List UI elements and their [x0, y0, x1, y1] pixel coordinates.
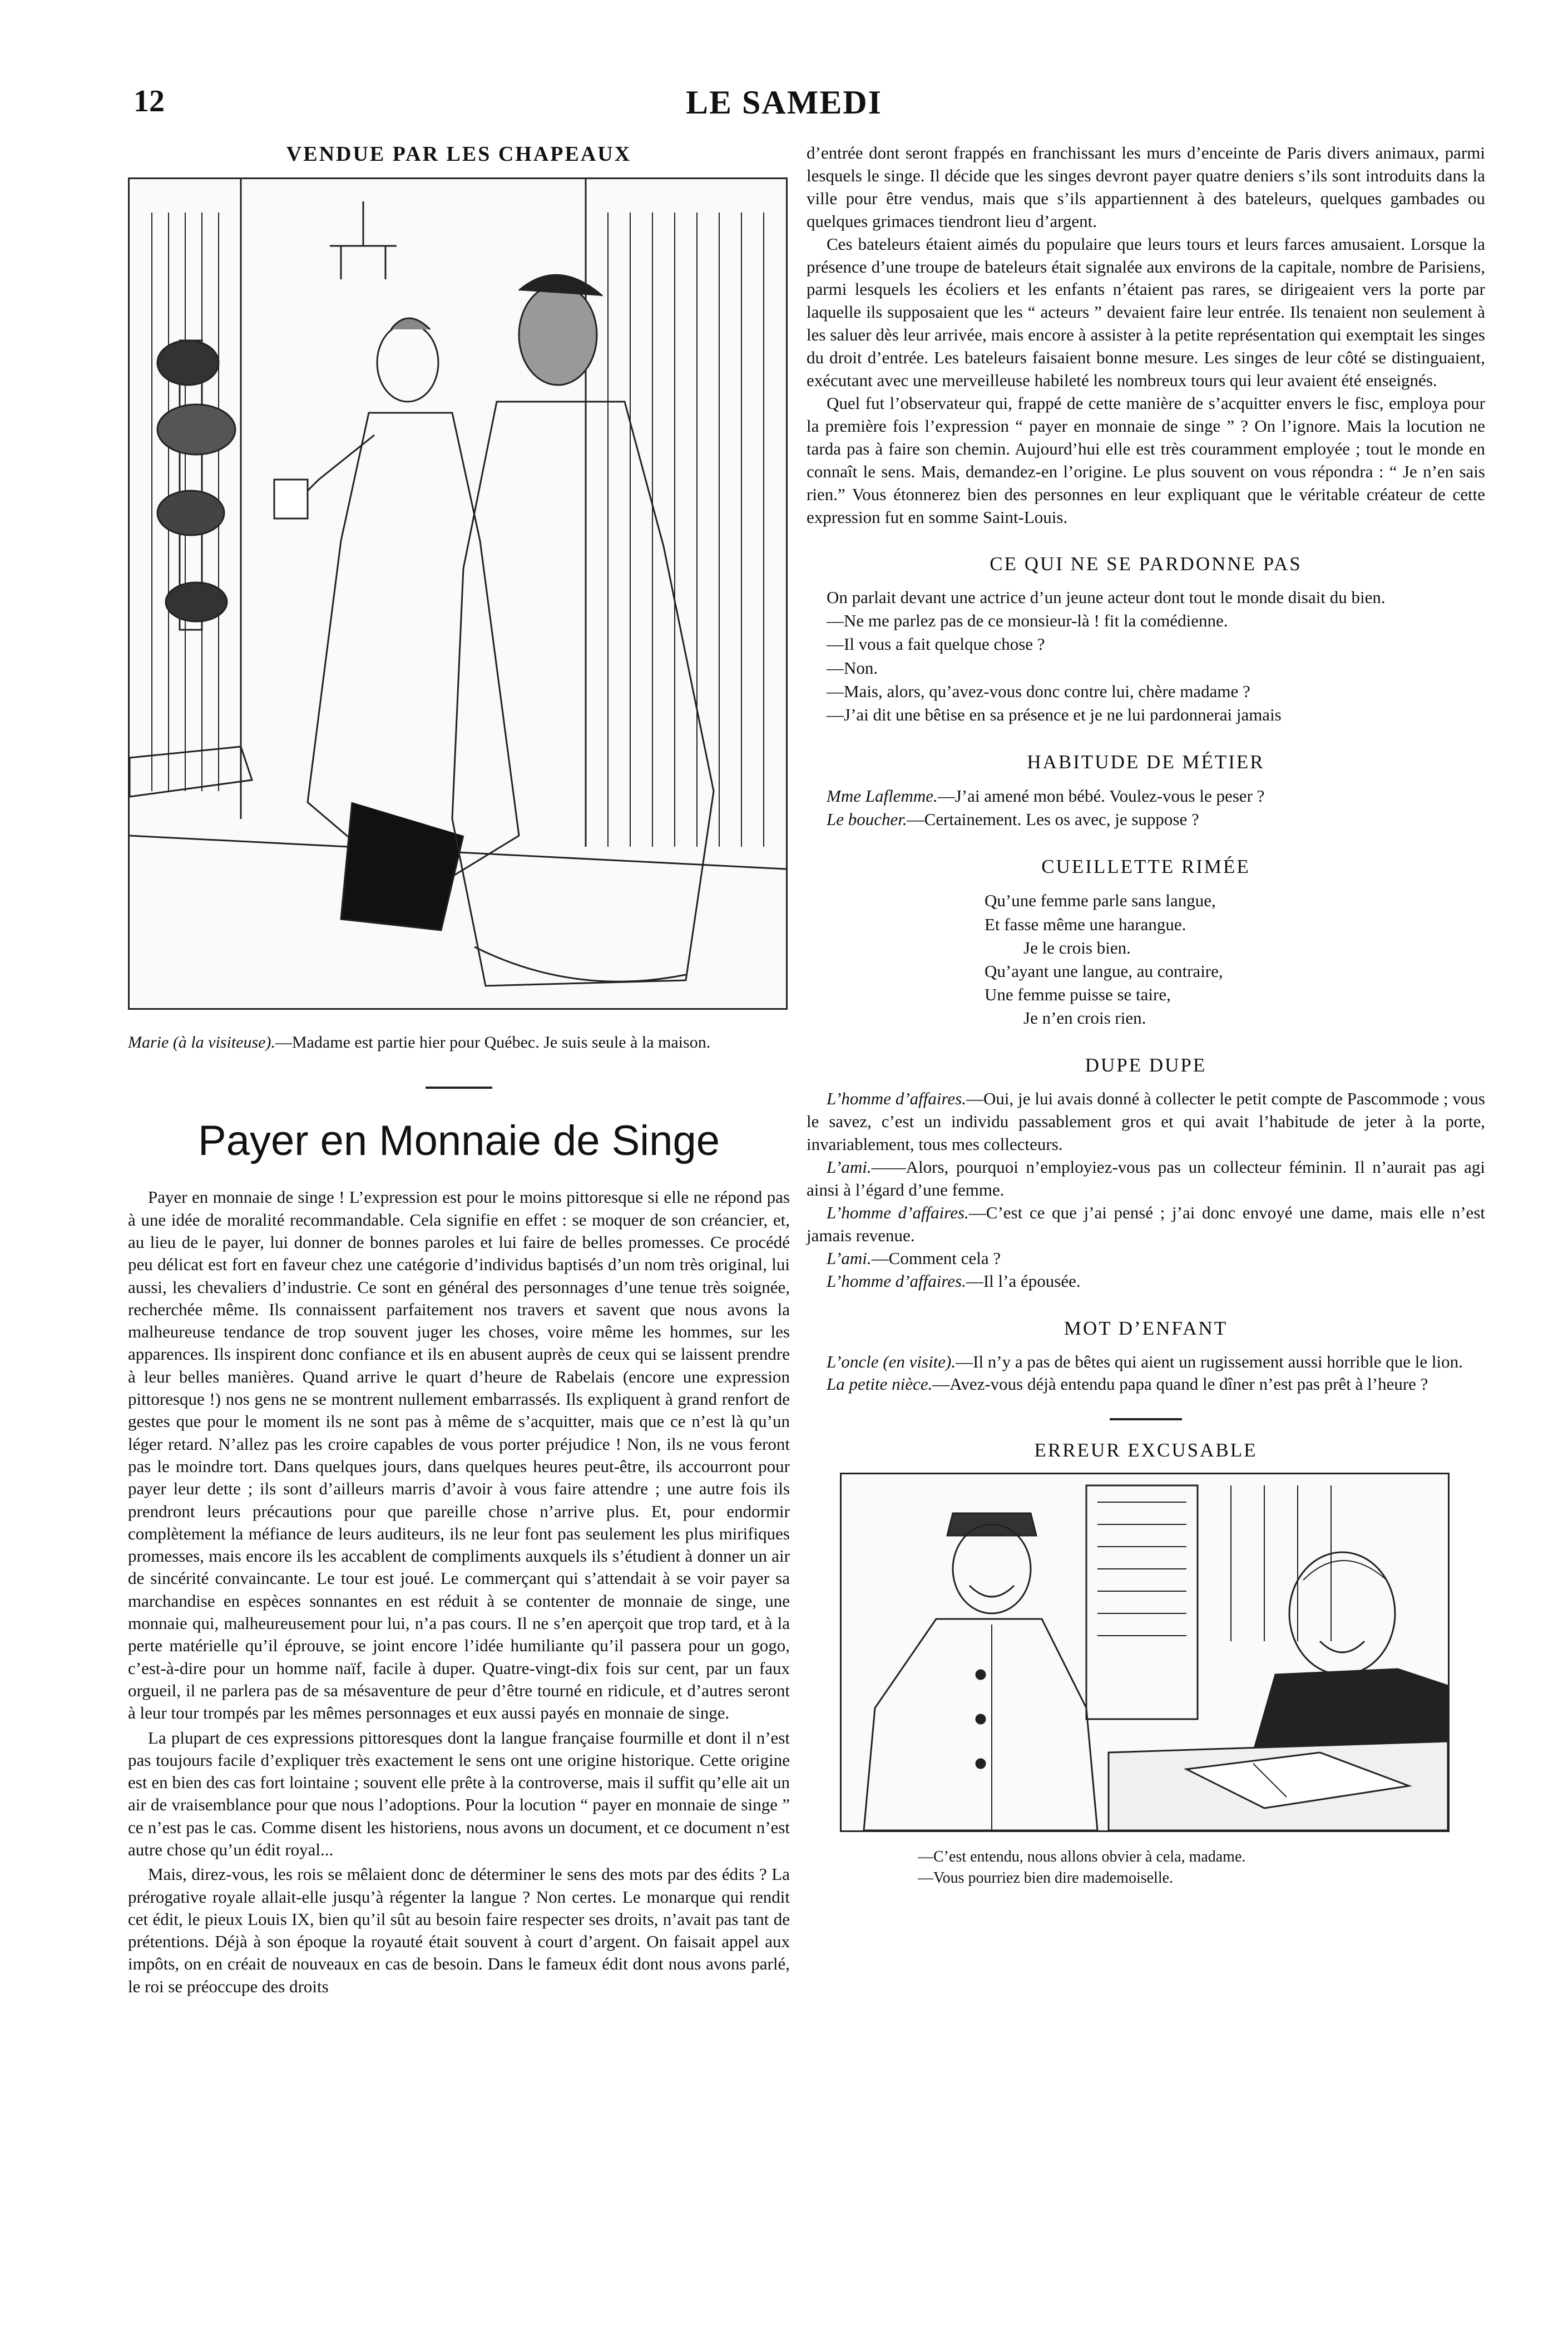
speech: —Comment cela ?	[871, 1248, 1001, 1268]
poem-line: Une femme puisse se taire,	[985, 985, 1171, 1005]
speaker: L’homme d’affaires.	[827, 1202, 969, 1222]
right-column	[807, 142, 1485, 1889]
left-column	[128, 142, 790, 1998]
journal-title: LE SAMEDI	[685, 84, 883, 121]
article-paragraph: La plupart de ces expressions pittoresques dont la langue française fourmille et dont il n’est pas toujours facile d’expliquer très exactement le sens ont une origine historique. Cette origine est en bien des cas fort lointaine ; souvent elle prête à la controverse, mais il suffit qu’elle ait un air de vraisemblance pour que nous l’adoptions. Pour la locution “ payer en monnaie de singe ” ce n’est pas le cas. Comme disent les historiens, nous avons un document, et ce document n’est autre chose qu’un édit royal...	[128, 1727, 790, 1859]
speech: —Il n’y a pas de bêtes qui aient un rugissement aussi horrible que le lion.	[956, 1351, 1463, 1371]
illustration-two-women	[128, 177, 788, 1010]
dialogue-line	[807, 1156, 1485, 1202]
speech: —C’est ce que j’ai pensé ; j’ai donc envoyé une dame, mais elle n’est jamais revenue.	[807, 1202, 1485, 1245]
illustration-office-scene	[840, 1473, 1450, 1832]
illustration-caption	[128, 1032, 790, 1053]
caption-line: —C’est entendu, nous allons obvier à cela, madame.	[918, 1848, 1246, 1866]
poem-line: Qu’ayant une langue, au contraire,	[985, 961, 1223, 981]
dialogue-line	[807, 808, 1485, 831]
article-paragraph: Mais, direz-vous, les rois se mêlaient donc de déterminer le sens des mots par des édits ? La prérogative royale allait-elle jusqu’à régenter la langue ? Non certes. Le monarque qui rendit cet édit, le pieux Louis IX, bien qu’il sût au besoin faire respecter ses droits, n’avait pas tant de prétentions. Déjà à son époque la royauté était souvent à court d’argent. On faisait appel aux impôts, on en créait de nouveaux en cas de besoin. Dans le fameux édit dont nous avons parlé, le roi se préoccupe des droits	[128, 1864, 790, 1996]
illustration-drawing	[130, 179, 786, 1008]
dialogue-line	[807, 1202, 1485, 1247]
dialogue-line	[807, 1270, 1485, 1293]
speech: —Il l’a épousée.	[966, 1271, 1081, 1291]
section-intro: On parlait devant une actrice d’un jeune acteur dont tout le monde disait du bien.	[827, 588, 1386, 608]
poem	[985, 889, 1485, 1030]
poem-line: Je le crois bien.	[1023, 937, 1131, 957]
caption-line: —Vous pourriez bien dire mademoiselle.	[918, 1869, 1174, 1887]
dialogue-line: —Il vous a fait quelque chose ?	[827, 634, 1045, 654]
section-title-cueillette: CUEILLETTE RIMÉE	[1041, 856, 1250, 878]
speaker: La petite nièce.	[827, 1374, 933, 1394]
dialogue-line	[807, 784, 1485, 808]
caption-speaker: Marie (à la visiteuse).	[128, 1033, 275, 1051]
divider-rule	[1110, 1418, 1182, 1420]
dialogue-line: —Ne me parlez pas de ce monsieur-là ! fit la comédienne.	[827, 611, 1228, 631]
dialogue-line	[807, 1351, 1485, 1374]
speech: —Oui, je lui avais donné à collecter le petit compte de Pascommode ; vous le savez, c’est un individu passablement gros et qui avait l’habitude de jeter à la porte, invariablement, tous mes collecteurs.	[807, 1089, 1485, 1154]
speaker: L’homme d’affaires.	[827, 1271, 966, 1291]
poem-line: Je n’en crois rien.	[1023, 1008, 1146, 1028]
dialogue-line	[807, 1247, 1485, 1270]
section-title-erreur: ERREUR EXCUSABLE	[1034, 1439, 1258, 1462]
section-title-dupe: DUPE DUPE	[1085, 1054, 1207, 1077]
section-title-metier: HABITUDE DE MÉTIER	[1027, 751, 1265, 773]
speaker: Mme Laflemme.	[827, 786, 938, 806]
speech: —J’ai amené mon bébé. Voulez-vous le peser ?	[937, 786, 1265, 806]
article-continuation: Quel fut l’observateur qui, frappé de cette manière de s’acquitter envers le fisc, employa pour la première fois l’expression “ payer en monnaie de singe ” ? On l’ignore. Mais la locution ne tarda pas à faire son chemin. Aujourd’hui elle est très couramment employée ; tout le monde en connaît le sens. Mais, demandez-en l’origine. Le plus souvent on vous répondra : “ Je n’en sais rien.” Vous étonnerez bien des personnes en leur expliquant que le véritable créateur de cette expression fut en somme Saint-Louis.	[807, 393, 1485, 527]
speech: ——Alors, pourquoi n’employiez-vous pas un collecteur féminin. Il n’aurait pas agi ainsi à l’égard d’une femme.	[807, 1157, 1485, 1199]
article-title: Payer en Monnaie de Singe	[198, 1117, 720, 1165]
illustration-title: VENDUE PAR LES CHAPEAUX	[286, 142, 632, 166]
speech: —Certainement. Les os avec, je suppose ?	[907, 809, 1199, 830]
dialogue-line	[807, 1088, 1485, 1156]
speaker: L’ami.	[827, 1248, 872, 1268]
article-continuation: d’entrée dont seront frappés en franchissant les murs d’enceinte de Paris divers animaux, parmi lesquels le singe. Il décide que les singes devront payer quatre deniers s’ils sont introduits dans la ville pour être vendus, mais que s’ils appartiennent à des bateleurs, quelques gambades ou quelques grimaces tiendront lieu d’argent.	[807, 143, 1485, 231]
speaker: L’homme d’affaires.	[827, 1089, 966, 1109]
poem-line: Qu’une femme parle sans langue,	[985, 891, 1216, 911]
speech: —Avez-vous déjà entendu papa quand le dîner n’est pas prêt à l’heure ?	[932, 1374, 1428, 1394]
dialogue-line: —J’ai dit une bêtise en sa présence et je ne lui pardonnerai jamais	[827, 704, 1282, 724]
divider-rule	[426, 1087, 492, 1089]
caption-text: —Madame est partie hier pour Québec. Je suis seule à la maison.	[275, 1033, 711, 1051]
section-title-enfant: MOT D’ENFANT	[1064, 1317, 1228, 1339]
page-number: 12	[133, 84, 165, 119]
section-title-pardonne: CE QUI NE SE PARDONNE PAS	[990, 553, 1302, 575]
dialogue-line: —Non.	[827, 658, 878, 678]
speaker: Le boucher.	[827, 809, 907, 830]
illustration-drawing	[842, 1474, 1448, 1830]
dialogue-line: —Mais, alors, qu’avez-vous donc contre lui, chère madame ?	[827, 681, 1250, 701]
speaker: L’ami.	[827, 1157, 872, 1177]
office-scene-caption	[918, 1847, 1485, 1889]
poem-line: Et fasse même une harangue.	[985, 914, 1186, 934]
article-continuation: Ces bateleurs étaient aimés du populaire que leurs tours et leurs farces amusaient. Lorsque la présence d’une troupe de bateleurs était signalée aux environs de la capitale, nombre de Parisiens, parmi lesquels les écoliers et les enfants n’étaient pas rares, se dirigeaient vers la porte par laquelle ils supposaient que les “ acteurs ” devaient faire leur entrée. Ils tenaient non seulement à les saluer dès leur arrivée, mais encore à assister à la petite représentation qui exemptait les singes du droit d’entrée. Les bateleurs faisaient bonne mesure. Les singes de leur côté se distinguaient, exécutant avec une merveilleuse habileté les nombreux tours qui leur avaient été enseignés.	[807, 234, 1485, 391]
dialogue-line	[807, 1373, 1485, 1396]
speaker: L’oncle (en visite).	[827, 1351, 956, 1371]
article-paragraph: Payer en monnaie de singe ! L’expression est pour le moins pittoresque si elle ne répond pas à une idée de moralité recommandable. Cela signifie en effet : se moquer de son créancier, et, au lieu de le payer, lui donner de bonnes paroles et lui faire de belles promesses. Ce procédé peu délicat est fort en faveur chez une catégorie d’individus baptisés d’un nom très original, lui aussi, les chevaliers d’industrie. Ce sont en général des personnages d’une tenue très soignée, recherchée même. Ils connaissent parfaitement nos travers et savent que nous avons la malheureuse tendance de trop souvent juger les choses, voire même les hommes, sur les apparences. Ils inspirent donc confiance et ils en abusent auprès de ceux qui se laissent prendre à leur belles manières. Quand arrive le quart d’heure de Rabelais (encore une expression pittoresque !) nos gens ne se montrent nullement embarrassés. Ils expliquent à grand renfort de gestes que pour le moment ils ne sont pas à même de s’acquitter, mais que ce n’est là qu’un léger retard. N’allez pas les croire capables de vous porter préjudice ! Non, ils ne vous feront pas le moindre tort. Dans quelques jours, dans quelques heures peut-être, ils accourront pour payer leur dette ; ils sont d’ailleurs marris d’avoir à vous faire attendre ; une autre fois ils prendront leurs précautions pour que pareille chose n’arrive plus. Et, pour endormir complètement la méfiance de leurs auditeurs, ils ne leur font pas seulement les plus mirifiques promesses, mais encore ils les accablent de compliments auxquels ils s’étudient à donner un air de sincérité convaincante. Le tour est joué. Le commerçant qui s’attendait à se voir payer sa marchandise en espèces sonnantes en est réduit à se contenter de monnaie de singe, une monnaie qui, malheureusement pour lui, n’a pas cours. Il ne s’en aperçoit que trop tard, et à la perte matérielle qu’il éprouve, se joint encore l’idée humiliante qu’il passera pour un gogo, c’est-à-dire pour un homme naïf, facile à duper. Quatre-vingt-dix fois sur cent, par un faux orgueil, il ne parlera pas de sa mésaventure de peur d’être tourné en ridicule, et d’autres seront à leur tour trompés par les mêmes personnages et eux aussi payés en monnaie de singe.	[128, 1187, 790, 1723]
